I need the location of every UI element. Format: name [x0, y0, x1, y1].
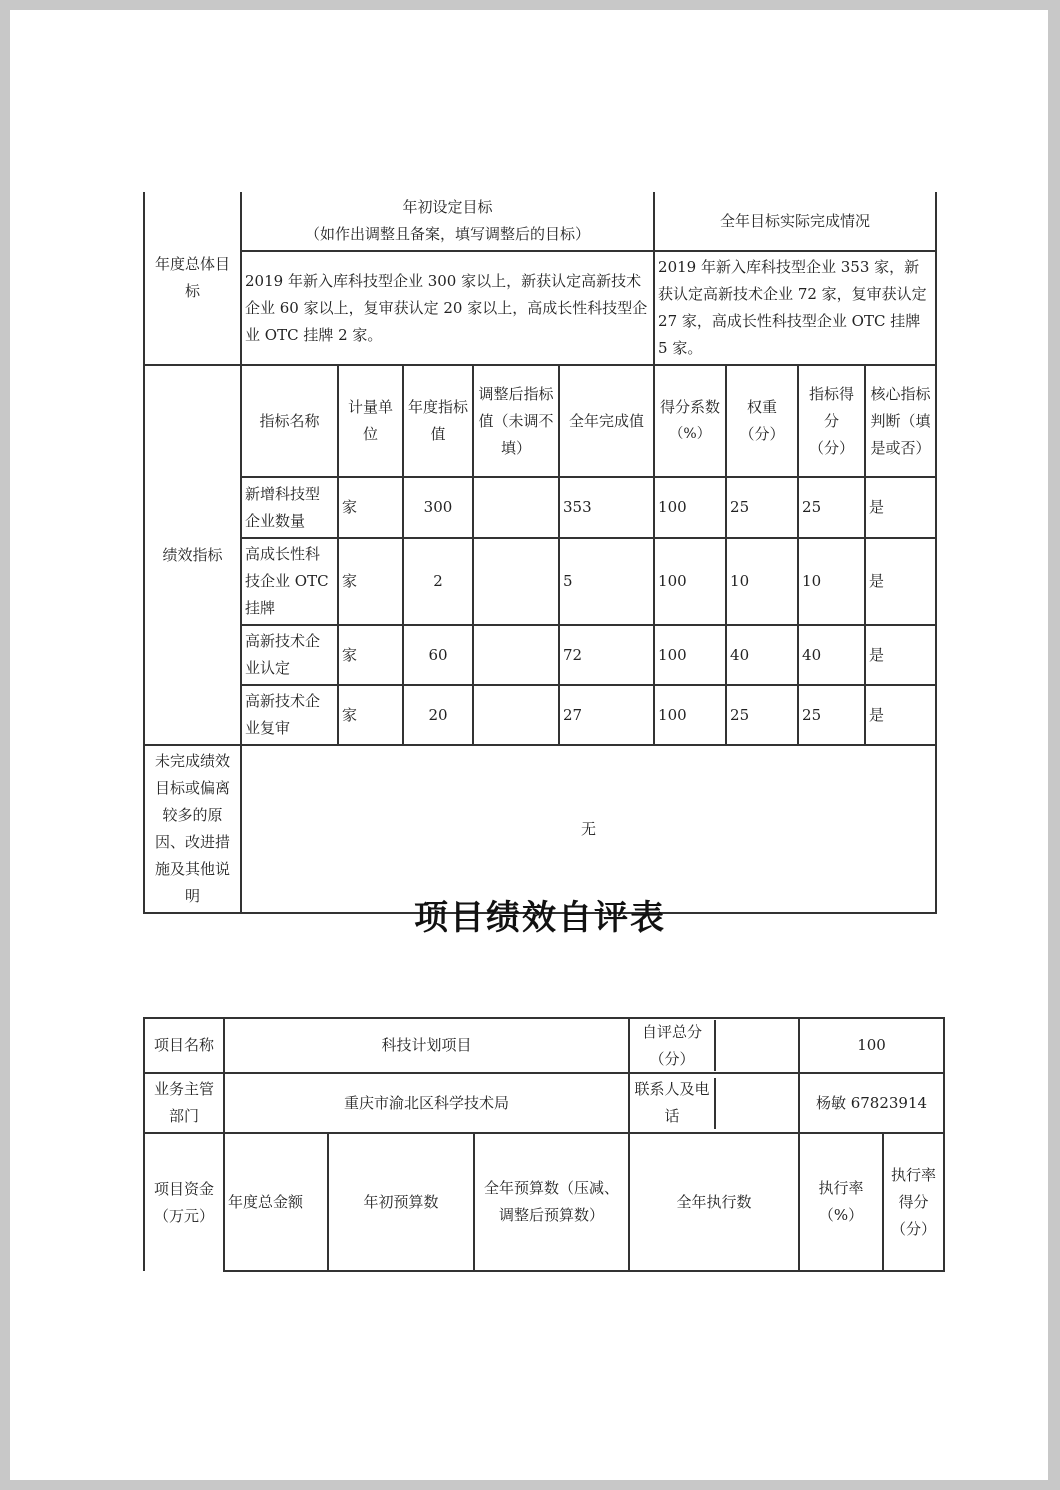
row-target: 300	[403, 477, 473, 538]
annual-goal-label: 年度总体目标	[144, 192, 241, 365]
set-goal-header-line2: （如作出调整且备案，填写调整后的目标）	[305, 225, 591, 243]
row-actual: 5	[559, 538, 654, 625]
document-page	[10, 10, 1048, 1480]
row-coef: 100	[654, 685, 726, 745]
col-unit-header: 计量单位	[338, 365, 403, 477]
col-name-header: 指标名称	[241, 365, 338, 477]
row-score: 25	[798, 477, 865, 538]
row-coef: 100	[654, 538, 726, 625]
row-target: 2	[403, 538, 473, 625]
table-row	[144, 477, 936, 538]
funds-header-executed: 全年执行数	[629, 1133, 799, 1271]
funds-header-initial: 年初预算数	[328, 1133, 474, 1271]
funds-header-rate: 执行率（%）	[799, 1133, 883, 1271]
set-goal-header-line1: 年初设定目标	[402, 198, 493, 216]
col-coef-title: 得分系数	[660, 398, 721, 416]
table-row	[144, 538, 936, 625]
col-core-header: 核心指标判断（填是或否）	[865, 365, 936, 477]
row-weight: 25	[726, 685, 798, 745]
actual-text: 2019 年新入库科技型企业 353 家，新获认定高新技术企业 72 家，复审获认定 27 家，高成长性科技型企业 OTC 挂牌 5 家。	[654, 251, 936, 365]
funds-header-total: 年度总金额	[224, 1133, 328, 1271]
col-adjusted-header: 调整后指标值（未调不填）	[473, 365, 559, 477]
row-unit: 家	[338, 477, 403, 538]
row-unit: 家	[338, 538, 403, 625]
project-self-evaluation-table	[143, 1017, 945, 1272]
col-weight-unit: （分）	[739, 425, 785, 443]
row-target: 20	[403, 685, 473, 745]
row-core: 是	[865, 538, 936, 625]
row-weight: 40	[726, 625, 798, 685]
contact-label: 联系人及电话	[630, 1078, 716, 1129]
row-score: 25	[798, 685, 865, 745]
row-adjusted	[473, 685, 559, 745]
col-target-header: 年度指标值	[403, 365, 473, 477]
row-core: 是	[865, 477, 936, 538]
table-row	[144, 625, 936, 685]
row-unit: 家	[338, 685, 403, 745]
row-weight: 25	[726, 477, 798, 538]
row-name: 新增科技型企业数量	[241, 477, 338, 538]
self-score-cell	[629, 1018, 799, 1073]
funds-header-adjusted: 全年预算数（压减、调整后预算数）	[474, 1133, 629, 1271]
row-unit: 家	[338, 625, 403, 685]
col-score-unit: （分）	[809, 438, 855, 457]
row-name: 高新技术企业认定	[241, 625, 338, 685]
row-score: 10	[798, 538, 865, 625]
project-name-value: 科技计划项目	[224, 1018, 629, 1073]
row-core: 是	[865, 625, 936, 685]
set-goal-text: 2019 年新入库科技型企业 300 家以上，新获认定高新技术企业 60 家以上，复审获认定 20 家以上，高成长性科技型企业 OTC 挂牌 2 家。	[241, 251, 654, 365]
contact-value: 杨敏 67823914	[799, 1073, 944, 1133]
row-actual: 353	[559, 477, 654, 538]
col-weight-title: 权重	[747, 398, 778, 416]
project-name-label: 项目名称	[144, 1018, 224, 1073]
page-title: 项目绩效自评表	[414, 898, 666, 938]
col-coef-unit: （%）	[669, 426, 711, 442]
col-actual-header: 全年完成值	[559, 365, 654, 477]
row-coef: 100	[654, 625, 726, 685]
self-score-value: 100	[799, 1018, 944, 1073]
row-name: 高成长性科技企业 OTC 挂牌	[241, 538, 338, 625]
reason-value: 无	[241, 745, 936, 913]
funds-header-rate-score: 执行率得分（分）	[883, 1133, 944, 1271]
row-score: 40	[798, 625, 865, 685]
table-row	[144, 685, 936, 745]
row-core: 是	[865, 685, 936, 745]
col-score-title: 指标得分	[809, 384, 855, 430]
self-score-label: 自评总分（分）	[630, 1020, 716, 1071]
row-coef: 100	[654, 477, 726, 538]
row-name: 高新技术企业复审	[241, 685, 338, 745]
dept-value: 重庆市渝北区科学技术局	[224, 1073, 629, 1133]
set-goal-header	[241, 192, 654, 251]
col-weight-header	[726, 365, 798, 477]
row-adjusted	[473, 477, 559, 538]
row-target: 60	[403, 625, 473, 685]
row-adjusted	[473, 625, 559, 685]
row-adjusted	[473, 538, 559, 625]
dept-label: 业务主管部门	[144, 1073, 224, 1133]
row-weight: 10	[726, 538, 798, 625]
performance-goals-table	[143, 192, 937, 914]
row-actual: 72	[559, 625, 654, 685]
reason-label: 未完成绩效目标或偏离较多的原因、改进措施及其他说明	[144, 745, 241, 913]
actual-header: 全年目标实际完成情况	[654, 192, 936, 251]
funds-label: 项目资金（万元）	[144, 1133, 224, 1271]
row-actual: 27	[559, 685, 654, 745]
col-coef-header	[654, 365, 726, 477]
col-score-header	[798, 365, 865, 477]
perf-label: 绩效指标	[144, 365, 241, 745]
contact-cell	[629, 1073, 799, 1133]
